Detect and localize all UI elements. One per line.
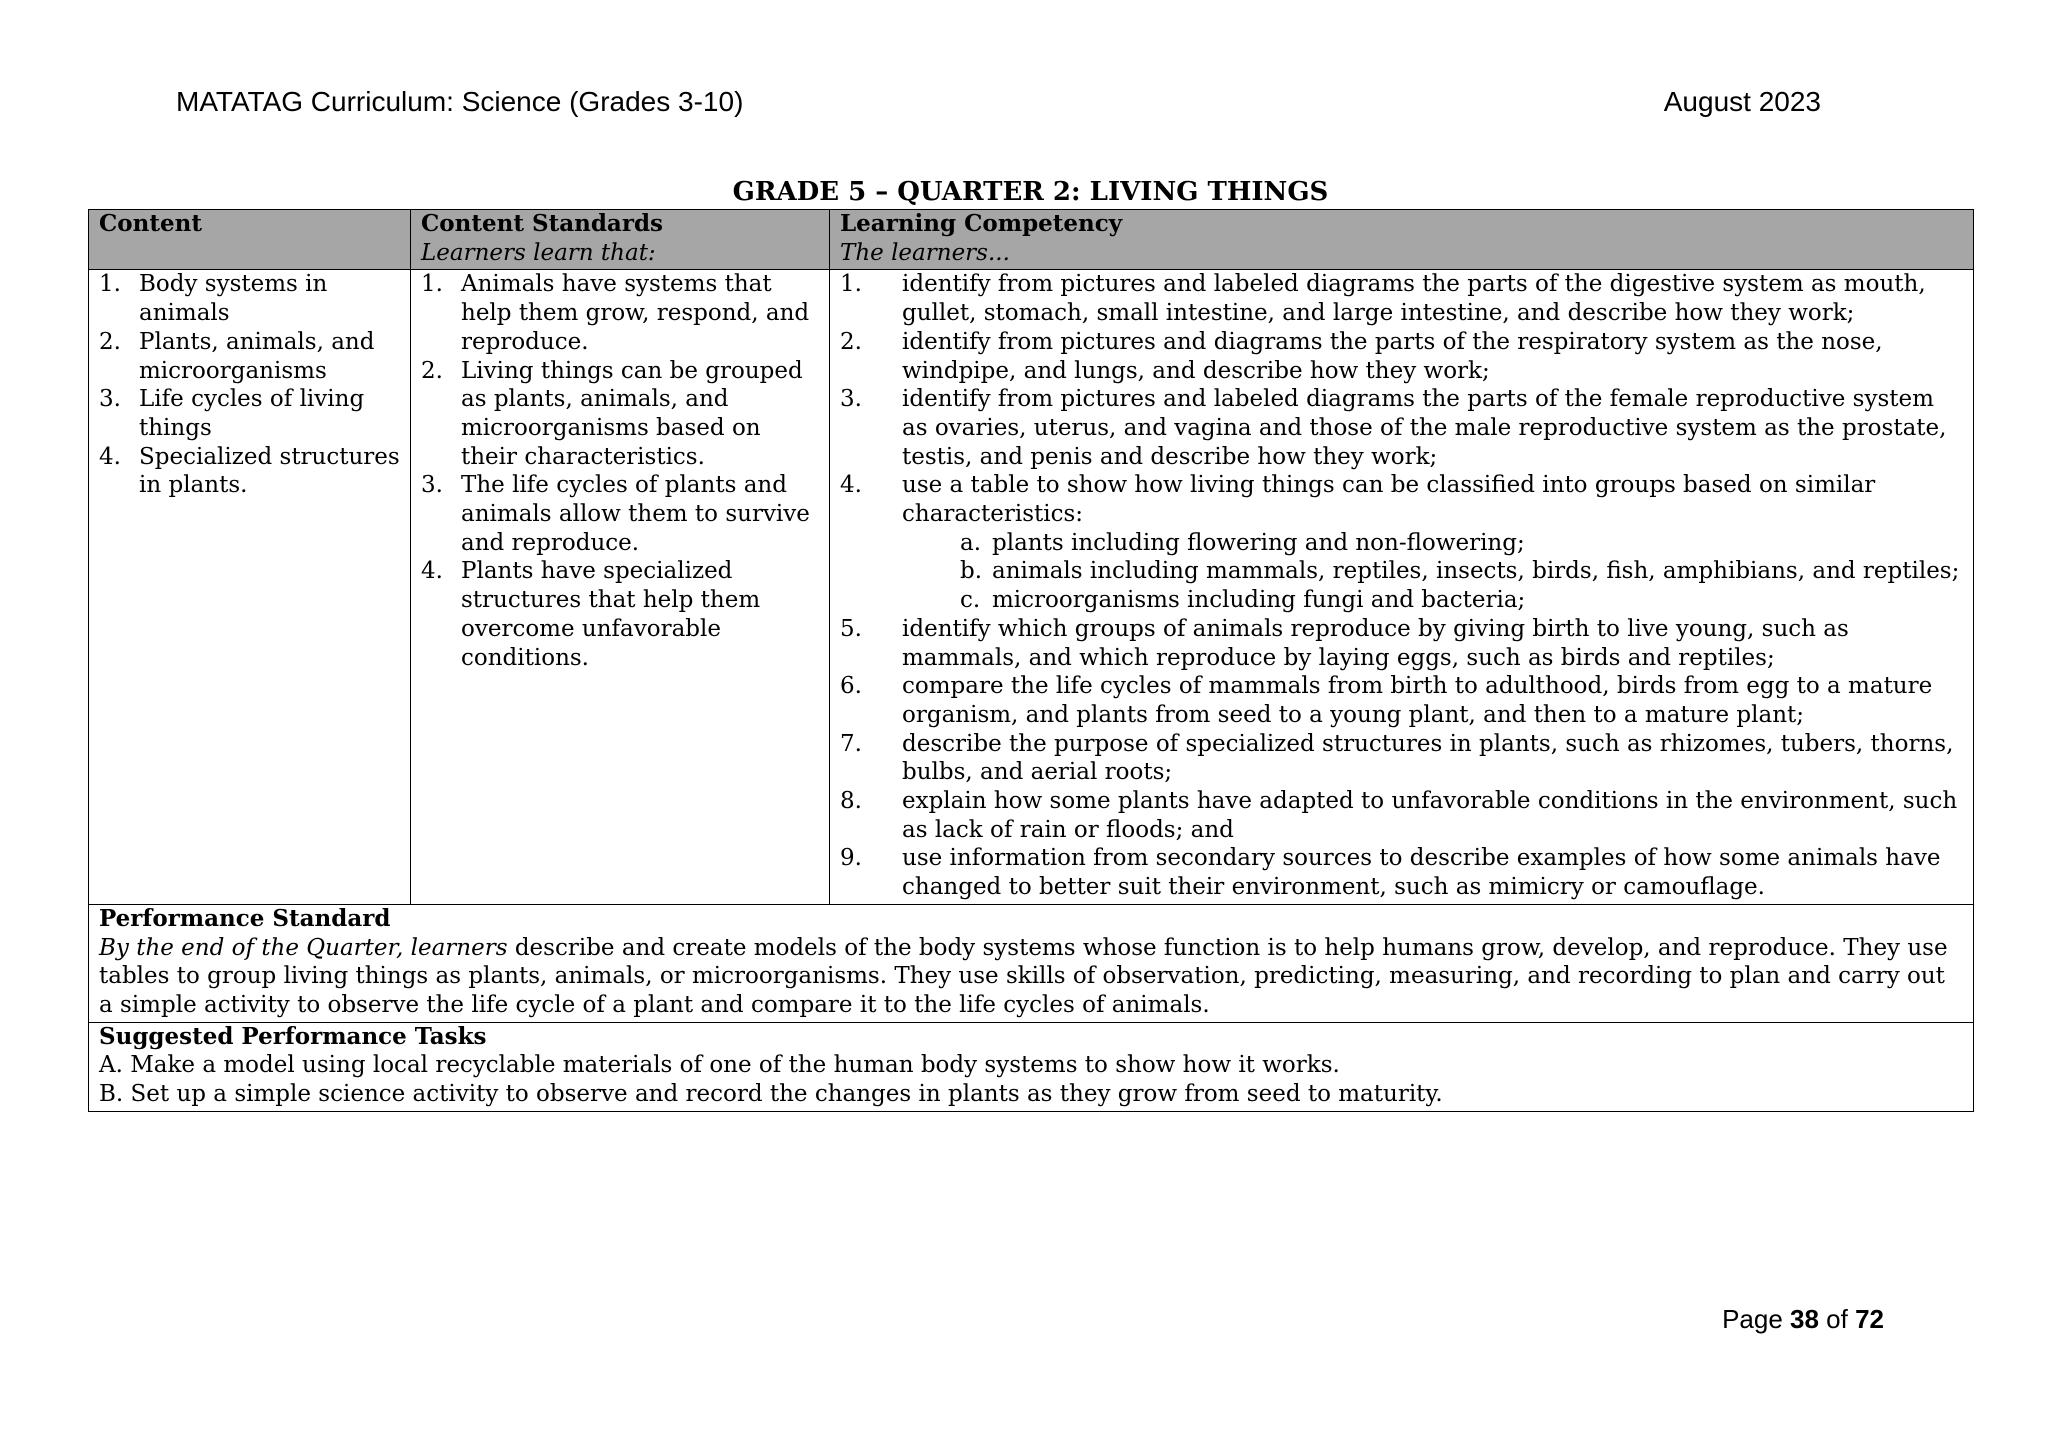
- header-competency-label: Learning Competency: [840, 210, 1123, 237]
- performance-task-a: A. Make a model using local recyclable materials of one of the human body systems to show how it works.: [99, 1052, 1340, 1079]
- performance-standard-row: [89, 904, 1974, 1022]
- list-item: 3. identify from pictures and labeled diagrams the parts of the female reproductive system as ovaries, uterus, and vagina and those of the male reproductive system as the prostate, testis, and penis and describe how they work;: [840, 386, 1947, 470]
- list-item: 7. describe the purpose of specialized structures in plants, such as rhizomes, tubers, thorns, bulbs, and aerial roots;: [840, 730, 1954, 786]
- performance-standard-cell: [89, 904, 1974, 1022]
- header-content-label: Content: [99, 210, 202, 237]
- header-competency-sub: The learners...: [840, 239, 1010, 266]
- performance-tasks-row: [89, 1022, 1974, 1111]
- performance-tasks-label: Suggested Performance Tasks: [99, 1022, 487, 1050]
- list-item: 2. Living things can be grouped as plants, animals, and microorganisms based on their characteristics.: [421, 357, 803, 470]
- competency-list-continued: [840, 615, 1963, 902]
- list-item: 1. Body systems in animals: [99, 271, 328, 327]
- performance-standard-label: Performance Standard: [99, 904, 391, 932]
- competency-sublist: [840, 529, 1963, 615]
- doc-header-date: August 2023: [1663, 86, 1821, 117]
- header-competency: [830, 210, 1974, 270]
- list-item: 2. identify from pictures and diagrams the parts of the respiratory system as the nose, windpipe, and lungs, and describe how they work;: [840, 328, 1883, 384]
- competency-list: [840, 270, 1963, 528]
- header-standards-label: Content Standards: [421, 210, 663, 237]
- page-title: GRADE 5 – QUARTER 2: LIVING THINGS: [732, 177, 1329, 207]
- doc-header-title: MATATAG Curriculum: Science (Grades 3-10): [176, 86, 744, 117]
- list-item: 4. use a table to show how living things can be classified into groups based on similar characteristics:: [840, 472, 1876, 528]
- page-number: Page 38 of 72: [1722, 1304, 1884, 1334]
- list-item: 8. explain how some plants have adapted to unfavorable conditions in the environment, such as lack of rain or floods; and: [840, 788, 1958, 843]
- list-item: 3. The life cycles of plants and animals allow them to survive and reproduce.: [421, 472, 810, 556]
- header-standards-sub: Learners learn that:: [421, 239, 656, 266]
- list-item: a. plants including flowering and non-flowering;: [960, 529, 1525, 556]
- standards-list: [421, 270, 819, 672]
- content-list: [99, 270, 400, 500]
- curriculum-table: [88, 209, 1974, 1112]
- list-item: b. animals including mammals, reptiles, insects, birds, fish, amphibians, and reptiles;: [960, 558, 1960, 585]
- performance-task-b: B. Set up a simple science activity to observe and record the changes in plants as they grow from seed to maturity.: [99, 1081, 1443, 1108]
- list-item: c. microorganisms including fungi and bacteria;: [960, 587, 1526, 614]
- list-item: 1. identify from pictures and labeled diagrams the parts of the digestive system as mouth, gullet, stomach, small intestine, and large intestine, and describe how they work;: [840, 271, 1926, 327]
- list-item: 4. Plants have specialized structures that help them overcome unfavorable conditions.: [421, 558, 761, 671]
- header-standards: [411, 210, 830, 270]
- performance-standard-text: By the end of the Quarter, learners describe and create models of the body systems whose function is to help humans grow, develop, and reproduce. They use tables to group living things as plants, animals, or microorganisms. They use skills of observation, predicting, measuring, and recording to plan and carry out a simple activity to observe the life cycle of a plant and compare it to the life cycles of animals.: [99, 934, 1948, 1018]
- standards-cell: [411, 270, 830, 904]
- list-item: 2. Plants, animals, and microorganisms: [99, 328, 375, 384]
- content-cell: [89, 270, 411, 904]
- list-item: 3. Life cycles of living things: [99, 386, 365, 441]
- list-item: 4. Specialized structures in plants.: [99, 443, 400, 499]
- performance-tasks-cell: [89, 1022, 1974, 1111]
- table-body-row: [89, 270, 1974, 904]
- list-item: 5. identify which groups of animals reproduce by giving birth to live young, such as mammals, and which reproduce by laying eggs, such as birds and reptiles;: [840, 615, 1849, 671]
- list-item: 9. use information from secondary sources to describe examples of how some animals have changed to better suit their environment, such as mimicry or camouflage.: [840, 845, 1941, 901]
- competency-cell: [830, 270, 1974, 904]
- list-item: 1. Animals have systems that help them grow, respond, and reproduce.: [421, 271, 810, 355]
- header-content: [89, 210, 411, 270]
- table-header-row: [89, 210, 1974, 270]
- list-item: 6. compare the life cycles of mammals from birth to adulthood, birds from egg to a mature organism, and plants from seed to a young plant, and then to a mature plant;: [840, 673, 1933, 728]
